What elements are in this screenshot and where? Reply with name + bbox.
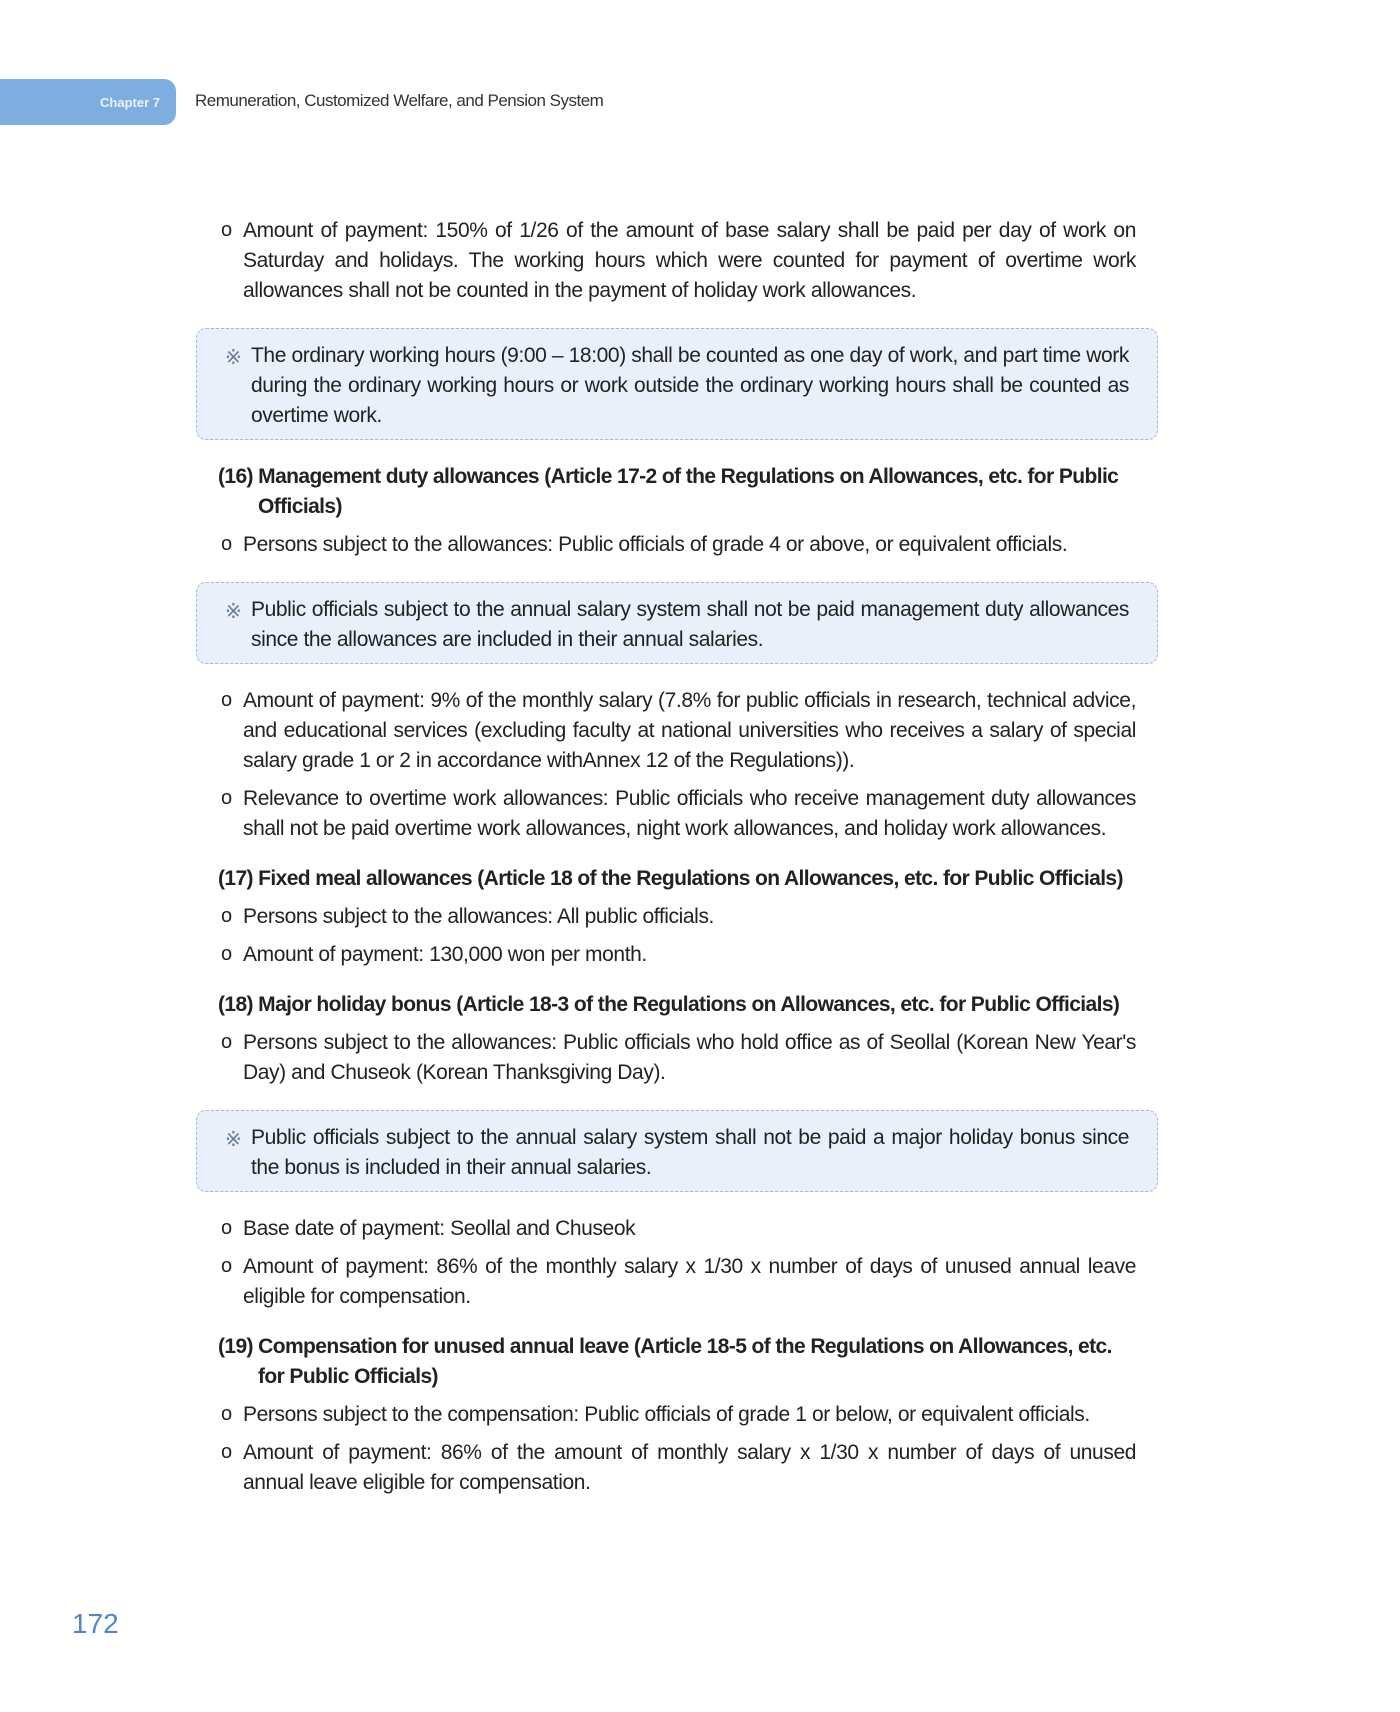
note-box-18 <box>196 1110 1158 1192</box>
bullet-16-persons: o Persons subject to the allowances: Public officials of grade 4 or above, or equivalent officials. <box>218 530 1136 560</box>
page-number: 172 <box>72 1608 119 1639</box>
bullet-19-persons: o Persons subject to the compensation: Public officials of grade 1 or below, or equivalent officials. <box>218 1400 1136 1430</box>
chapter-tab <box>0 79 176 125</box>
section-heading-19: (19) Compensation for unused annual leave (Article 18-5 of the Regulations on Allowances, etc. for Public Officials) <box>218 1335 1112 1388</box>
bullet-19-amount: o Amount of payment: 86% of the amount of monthly salary x 1/30 x number of days of unused annual leave eligible for compensation. <box>218 1438 1136 1498</box>
bullet-16-amount: o Amount of payment: 9% of the monthly salary (7.8% for public officials in research, technical advice, and educational services (excluding faculty at national universities who receives a salary of special salary grade 1 or 2 in accordance withAnnex 12 of the Regulations)). <box>218 686 1136 776</box>
section-heading-18: (18) Major holiday bonus (Article 18-3 of the Regulations on Allowances, etc. for Public Officials) <box>218 993 1120 1016</box>
bullet-17-persons: o Persons subject to the allowances: All public officials. <box>218 902 1136 932</box>
note-text: Public officials subject to the annual salary system shall not be paid management duty allowances since the allowances are included in their annual salaries. <box>251 598 1129 651</box>
section-heading-17: (17) Fixed meal allowances (Article 18 of the Regulations on Allowances, etc. for Public Officials) <box>218 867 1123 890</box>
note-box-16 <box>196 582 1158 664</box>
chapter-label: Chapter 7 <box>100 94 160 110</box>
bullet-18-base-date: o Base date of payment: Seollal and Chuseok <box>218 1214 1136 1244</box>
reference-mark-icon: ※ <box>225 1127 242 1151</box>
bullet-18-persons: o Persons subject to the allowances: Public officials who hold office as of Seollal (Korean New Year's Day) and Chuseok (Korean Thanksgiving Day). <box>218 1028 1136 1088</box>
bullet-16-relevance: o Relevance to overtime work allowances: Public officials who receive management duty allowances shall not be paid overtime work allowances, night work allowances, and holiday work allowances. <box>218 784 1136 844</box>
reference-mark-icon: ※ <box>225 345 242 369</box>
page-content <box>218 216 1136 1498</box>
note-text: Public officials subject to the annual salary system shall not be paid a major holiday bonus since the bonus is included in their annual salaries. <box>251 1126 1129 1179</box>
bullet-17-amount: o Amount of payment: 130,000 won per month. <box>218 940 1136 970</box>
running-header-title: Remuneration, Customized Welfare, and Pension System <box>195 91 604 110</box>
section-heading-16: (16) Management duty allowances (Article 17-2 of the Regulations on Allowances, etc. for Public Officials) <box>218 465 1119 518</box>
reference-mark-icon: ※ <box>225 599 242 623</box>
bullet-18-amount: o Amount of payment: 86% of the monthly salary x 1/30 x number of days of unused annual leave eligible for compensation. <box>218 1252 1136 1312</box>
note-text: The ordinary working hours (9:00 – 18:00) shall be counted as one day of work, and part time work during the ordinary working hours or work outside the ordinary working hours shall be counted as overtime work. <box>251 344 1129 427</box>
note-box-ordinary-hours <box>196 328 1158 440</box>
bullet-holiday-payment-amount: o Amount of payment: 150% of 1/26 of the amount of base salary shall be paid per day of work on Saturday and holidays. The working hours which were counted for payment of overtime work allowances shall not be counted in the payment of holiday work allowances. <box>218 216 1136 306</box>
